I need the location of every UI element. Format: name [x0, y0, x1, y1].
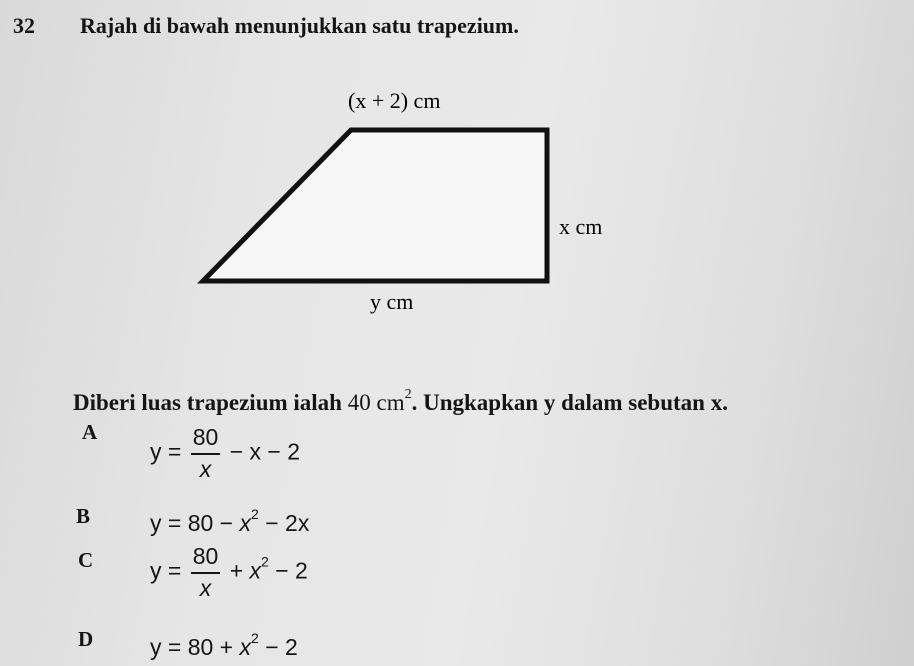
question-text: Rajah di bawah menunjukkan satu trapezium.	[80, 13, 519, 38]
option-c-denominator: x	[199, 575, 212, 601]
option-b-variable: x	[239, 510, 252, 536]
option-a-lhs: y =	[150, 438, 182, 465]
option-c-power: 2	[261, 553, 269, 570]
option-c-letter: C	[78, 548, 94, 572]
option-c-expression[interactable]	[150, 543, 308, 602]
area-power: 2	[404, 387, 412, 402]
option-d-power: 2	[251, 630, 259, 646]
option-b-lhs: y = 80 −	[150, 510, 234, 536]
problem-statement	[73, 387, 728, 416]
option-a-fraction	[191, 424, 221, 483]
option-d-rest: − 2	[265, 634, 298, 660]
bottom-side-label: y cm	[370, 289, 414, 314]
option-c-fraction	[191, 543, 221, 602]
option-d-variable: x	[239, 634, 252, 660]
area-unit: cm	[376, 390, 405, 415]
option-b-power: 2	[251, 506, 259, 522]
option-a-numerator: 80	[191, 424, 221, 455]
option-c-rest: − 2	[275, 557, 308, 584]
option-c-lhs: y =	[150, 557, 182, 584]
option-a-denominator: x	[199, 456, 212, 482]
option-d-expression[interactable]	[150, 630, 298, 661]
question-number: 32	[13, 13, 35, 38]
top-side-label: (x + 2) cm	[348, 88, 441, 113]
option-d-letter: D	[78, 627, 94, 651]
option-d-lhs: y = 80 +	[150, 634, 234, 660]
statement-before: Diberi luas trapezium ialah	[73, 390, 348, 415]
option-a-rest: − x − 2	[229, 438, 301, 465]
statement-after: . Ungkapkan y dalam sebutan x.	[411, 390, 728, 415]
option-c-numerator: 80	[191, 543, 221, 574]
area-value: 40	[347, 390, 371, 415]
right-side-label: x cm	[559, 214, 603, 239]
option-c-variable: x	[249, 557, 262, 584]
option-b-expression[interactable]	[150, 506, 309, 537]
option-b-rest: − 2x	[265, 510, 310, 536]
option-a-letter: A	[82, 420, 98, 444]
option-c-plus: +	[229, 557, 244, 584]
option-a-expression[interactable]	[150, 424, 300, 483]
trapezium-shape	[203, 130, 547, 281]
option-b-letter: B	[76, 504, 91, 528]
